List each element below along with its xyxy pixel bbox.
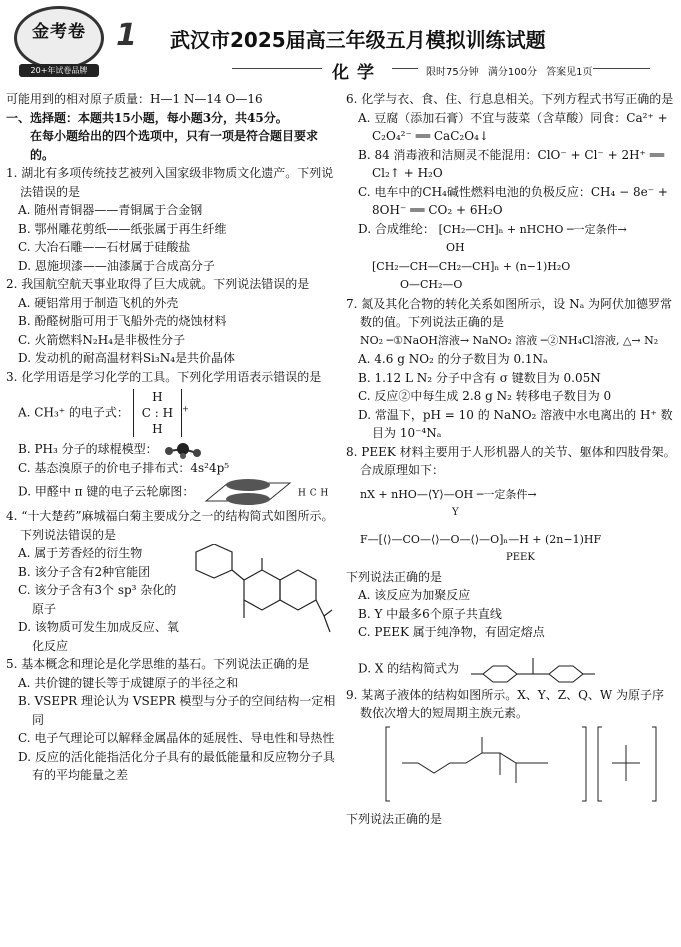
hydroxyl-label: OH <box>446 241 465 254</box>
option-d: D. 恩施坝漆——油漆属于合成高分子 <box>18 258 215 273</box>
options-lead: 下列说法正确的是 <box>346 569 443 584</box>
isoflavone-structure-figure <box>184 544 334 636</box>
question-5 <box>6 655 340 785</box>
option-a: A. 该反应为加聚反应 <box>358 588 471 602</box>
option-b: B. 鄂州雕花剪纸——纸张属于再生纤维 <box>18 221 227 236</box>
conversion-scheme: NO₂ ─①NaOH溶液→ NaNO₂ 溶液 ─②NH₄Cl溶液, △→ N₂ <box>360 333 659 347</box>
option-b: B. 酚醛树脂可用于飞船外壳的烧蚀材料 <box>18 314 227 328</box>
pi-bond-orbital-figure <box>198 477 294 507</box>
option-d-text: D. 甲醛中 π 键的电子云轮廓图： <box>18 484 195 499</box>
atomic-masses: 可能用到的相对原子质量：H—1 N—14 O—16 <box>6 92 263 106</box>
option-d-text: D. 合成维纶： <box>358 221 435 236</box>
option-d <box>6 477 340 507</box>
logo-text: 金考卷 <box>32 22 86 42</box>
option-a-text: A. CH₃⁺ 的电子式： <box>18 405 129 420</box>
atom-label: H <box>320 488 329 499</box>
option-a: A. 属于芳香烃的衍生物 <box>18 546 143 560</box>
paper-number: 1 <box>116 18 137 53</box>
reaction-reactants: [CH₂—CH]ₙ + nHCHO ─一定条件→ <box>438 222 627 236</box>
option-b: B. Y 中最多6个原子共直线 <box>358 606 502 621</box>
question-6 <box>346 90 676 295</box>
option-c: C. 电车中的CH₄碱性燃料电池的负极反应：CH₄ − 8e⁻ + 8OH⁻ ══ CO₂ + 6H₂O <box>358 184 668 217</box>
option-c: C. 电子气理论可以解释金属晶体的延展性、导电性和导热性 <box>18 731 335 745</box>
section-instruction: 在每小题给出的四个选项中，只有一项是符合题目要求的。 <box>30 129 319 162</box>
option-b: B. VSEPR 理论认为 VSEPR 模型与分子的空间结构一定相同 <box>18 694 336 727</box>
option-b <box>6 440 340 459</box>
option-b: B. 该分子含有2种官能团 <box>18 564 151 579</box>
option-b: B. 1.12 L N₂ 分子中含有 σ 键数目为 0.05N <box>358 370 601 385</box>
option-c: C. 基态溴原子的价电子排布式：4s²4p⁵ <box>18 460 230 475</box>
formula-atom: H <box>152 422 163 436</box>
question-4 <box>6 507 340 655</box>
question-3 <box>6 368 340 508</box>
atom-label: H <box>298 488 306 499</box>
option-d-text: D. X 的结构简式为 <box>358 661 460 675</box>
question-stem: 4. “十大楚药”麻城福白菊主要成分之一的结构简式如图所示。下列说法错误的是 <box>6 509 334 542</box>
option-a: A. CH₃⁺ 的电子式： H C : H H + <box>18 390 189 436</box>
question-stem: 3. 化学用语是学习化学的工具。下列化学用语表示错误的是 <box>6 369 322 384</box>
option-b: B. 84 消毒液和洁厕灵不能混用：ClO⁻ + Cl⁻ + 2H⁺ ══ Cl₂↑ + H₂O <box>358 147 665 180</box>
question-9 <box>346 686 676 829</box>
subject-label: 化学 <box>322 58 392 83</box>
option-d <box>346 652 676 686</box>
option-c: C. 该分子含有3个 sp³ 杂化的原子 <box>18 583 177 616</box>
brand-logo <box>14 6 104 75</box>
question-stem: 8. PEEK 材料主要用于人形机器人的关节、躯体和四肢骨架。合成原理如下： <box>346 444 676 477</box>
option-c: C. 大冶石雕——石材属于硅酸盐 <box>18 240 191 254</box>
ionic-liquid-structure-figure <box>346 723 666 805</box>
option-d: D. 常温下，pH = 10 的 NaNO₂ 溶液中水电离出的 H⁺ 数目为 10⁻⁴Nₐ <box>358 407 673 440</box>
peek-product: F—[⟨⟩—CO—⟨⟩—O—⟨⟩—O]ₙ—H + (2n−1)HF <box>360 532 602 546</box>
y-label: Y <box>452 507 459 518</box>
option-b-text: B. PH₃ 分子的球棍模型： <box>18 442 158 456</box>
option-c: C. PEEK 属于纯净物，有固定熔点 <box>358 625 545 639</box>
question-stem: 5. 基本概念和理论是化学思维的基石。下列说法正确的是 <box>6 657 310 671</box>
ball-stick-model-figure <box>161 441 205 459</box>
option-a: A. 共价键的键长等于成键原子的半径之和 <box>18 675 239 690</box>
question-7 <box>346 295 676 443</box>
option-c: C. 反应②中每生成 2.8 g N₂ 转移电子数目为 0 <box>358 389 612 403</box>
option-a: A. 豆腐（添加石膏）不宜与菠菜（含草酸）同食：Ca²⁺ + C₂O₄²⁻ ══ CaC₂O₄↓ <box>358 110 668 143</box>
peek-label: PEEK <box>506 552 535 563</box>
left-column <box>6 90 340 785</box>
electron-dot-formula <box>133 389 182 437</box>
options-lead: 下列说法正确的是 <box>346 812 443 826</box>
question-stem: 1. 湖北有多项传统技艺被列入国家级非物质文化遗产。下列说法错误的是 <box>6 166 334 199</box>
section-heading: 一、选择题：本题共15小题，每小题3分，共45分。 <box>6 110 288 125</box>
right-column <box>346 90 676 829</box>
question-stem: 2. 我国航空航天事业取得了巨大成就。下列说法错误的是 <box>6 277 310 291</box>
logo-subtext: 20+年试卷品牌 <box>19 64 99 77</box>
difluorobenzophenone-figure <box>463 652 613 686</box>
option-a: A. 随州青铜器——青铜属于合金钢 <box>18 203 203 217</box>
page-header <box>0 0 681 92</box>
option-d: D. 该物质可发生加成反应、氧化反应 <box>18 620 179 653</box>
question-2 <box>6 275 340 368</box>
formula-atom: H <box>152 390 163 404</box>
question-1 <box>6 164 340 275</box>
question-stem: 7. 氮及其化合物的转化关系如图所示，设 Nₐ 为阿伏加德罗常数的值。下列说法正确的是 <box>346 296 673 329</box>
question-stem: 9. 某离子液体的结构如图所示。X、Y、Z、Q、W 为原子序数依次增大的短周期主族元素。 <box>346 687 665 720</box>
formula-atom: C : H <box>141 406 174 420</box>
option-a: A. 硬铝常用于制造飞机的外壳 <box>18 295 179 310</box>
exam-meta: 限时75分钟 满分100分 答案见1页 <box>418 63 593 78</box>
option-d: D. 反应的活化能指活化分子具有的最低能量和反应物分子具有的平均能量之差 <box>18 749 335 782</box>
atom-label: C <box>309 488 317 499</box>
option-d: D. 发动机的耐高温材料Si₃N₄是共价晶体 <box>18 351 236 365</box>
option-d <box>346 220 676 240</box>
reaction-products: [CH₂—CH—CH₂—CH]ₙ + (n−1)H₂O <box>372 259 571 273</box>
acetal-ring-label: O—CH₂—O <box>400 278 463 291</box>
option-c: C. 火箭燃料N₂H₄是非极性分子 <box>18 332 185 347</box>
synthesis-equation: nX + nHO—⟨Y⟩—OH ─一定条件→ <box>360 487 537 501</box>
option-a: A. 4.6 g NO₂ 的分子数目为 0.1Nₐ <box>358 352 548 366</box>
question-8 <box>346 443 676 686</box>
question-stem: 6. 化学与衣、食、住、行息息相关。下列方程式书写正确的是 <box>346 92 674 106</box>
exam-title: 武汉市2025届高三年级五月模拟训练试题 <box>170 28 546 52</box>
